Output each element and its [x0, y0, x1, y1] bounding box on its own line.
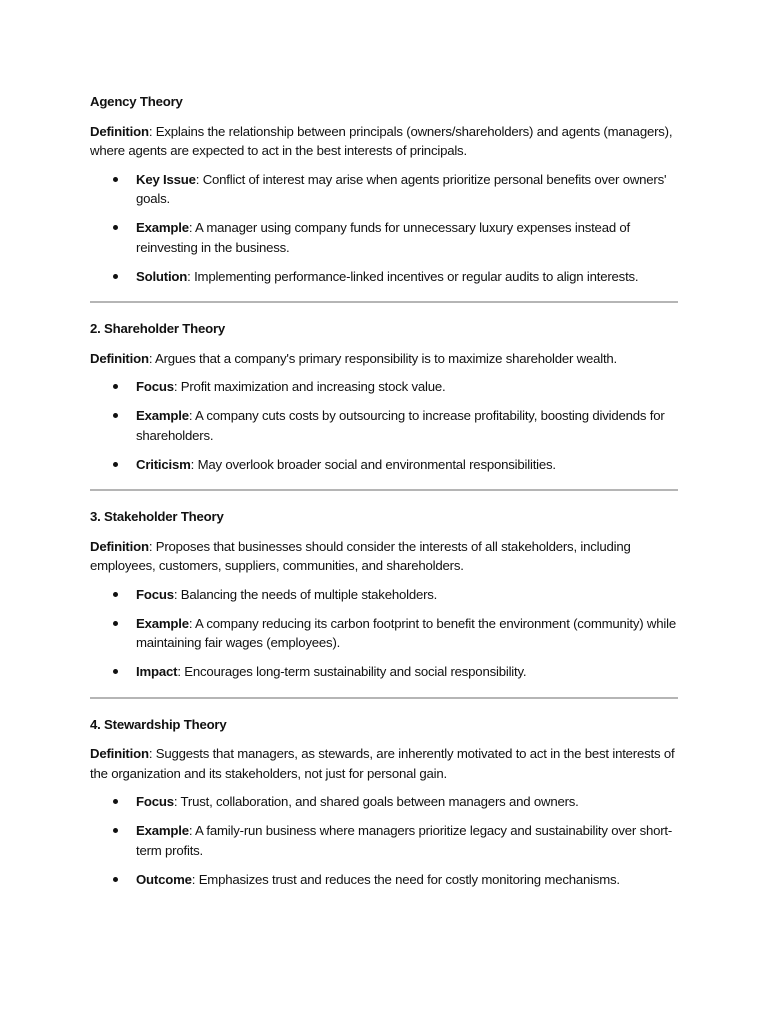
definition-paragraph [90, 537, 678, 576]
list-item [90, 218, 678, 257]
bullet-text: : Profit maximization and increasing stock value. [173, 379, 446, 394]
section-stewardship-theory [90, 715, 678, 890]
section-agency-theory [90, 92, 678, 286]
bullet-list [90, 792, 678, 889]
list-item [90, 792, 678, 812]
section-title: 4. Stewardship Theory [90, 716, 227, 732]
bullet-text: : May overlook broader social and environmental responsibilities. [190, 456, 556, 472]
bullet-icon [113, 413, 118, 418]
bullet-text: : Balancing the needs of multiple stakeholders. [173, 586, 438, 602]
bullet-text: : Implementing performance-linked incentives or regular audits to align interests. [187, 268, 639, 284]
definition-label: Definition [90, 746, 149, 761]
bullet-label: Outcome [136, 871, 192, 887]
bullet-label: Example [136, 823, 189, 838]
bullet-label: Example [136, 615, 189, 631]
list-item [90, 662, 678, 682]
bullet-label: Example [136, 408, 189, 423]
section-title: 2. Shareholder Theory [90, 321, 226, 336]
list-item [90, 455, 678, 475]
definition-paragraph [90, 349, 678, 369]
bullet-icon [113, 877, 118, 882]
list-item [90, 585, 678, 605]
section-divider [90, 697, 678, 699]
bullet-icon [113, 828, 118, 833]
bullet-icon [113, 225, 118, 230]
section-title: Agency Theory [90, 94, 183, 109]
bullet-label: Key Issue [136, 171, 196, 187]
bullet-icon [113, 799, 118, 804]
list-item [90, 614, 678, 653]
list-item [90, 406, 678, 445]
bullet-label: Example [136, 220, 189, 235]
bullet-list [90, 377, 678, 474]
bullet-label: Criticism [136, 456, 191, 472]
section-divider [90, 489, 678, 491]
bullet-icon [113, 621, 118, 626]
bullet-text: : Conflict of interest may arise when agents prioritize personal benefits over owners' goals. [136, 171, 667, 206]
section-shareholder-theory [90, 319, 678, 474]
bullet-list [90, 585, 678, 682]
list-item [90, 821, 678, 860]
bullet-icon [113, 177, 118, 182]
list-item [90, 170, 678, 209]
bullet-icon [113, 669, 118, 674]
bullet-icon [113, 384, 118, 389]
definition-paragraph [90, 744, 678, 783]
bullet-icon [113, 274, 118, 279]
definition-text: : Proposes that businesses should consider the interests of all stakeholders, including employees, customers, suppliers, communities, and shareholders. [90, 538, 631, 573]
definition-text: : Argues that a company's primary responsibility is to maximize shareholder wealth. [148, 350, 618, 366]
definition-label: Definition [90, 538, 149, 554]
bullet-text: : Trust, collaboration, and shared goals between managers and owners. [173, 794, 579, 809]
list-item [90, 870, 678, 890]
definition-label: Definition [90, 123, 149, 139]
bullet-label: Focus [136, 379, 174, 394]
section-title: 3. Stakeholder Theory [90, 509, 224, 524]
list-item [90, 267, 678, 287]
bullet-text: : A manager using company funds for unnecessary luxury expenses instead of reinvesting in the business. [136, 220, 631, 255]
section-divider [90, 301, 678, 303]
bullet-list [90, 170, 678, 287]
bullet-text: : A family-run business where managers prioritize legacy and sustainability over short-term profits. [136, 823, 673, 858]
bullet-icon [113, 462, 118, 467]
bullet-label: Impact [136, 664, 178, 679]
bullet-text: : A company cuts costs by outsourcing to increase profitability, boosting dividends for shareholders. [136, 408, 665, 443]
bullet-text: : A company reducing its carbon footprint to benefit the environment (community) while maintaining fair wages (employees). [136, 615, 676, 650]
bullet-text: : Emphasizes trust and reduces the need for costly monitoring mechanisms. [191, 871, 620, 887]
definition-label: Definition [90, 350, 149, 366]
list-item [90, 377, 678, 397]
bullet-icon [113, 592, 118, 597]
bullet-label: Focus [136, 586, 174, 602]
definition-text: : Suggests that managers, as stewards, are inherently motivated to act in the best interests of the organization and its stakeholders, not just for personal gain. [90, 746, 675, 781]
bullet-label: Focus [136, 794, 174, 809]
definition-paragraph [90, 122, 678, 161]
definition-text: : Explains the relationship between principals (owners/shareholders) and agents (managers), where agents are expected to act in the best interests of principals. [90, 123, 673, 158]
bullet-label: Solution [136, 268, 188, 284]
bullet-text: : Encourages long-term sustainability and social responsibility. [177, 664, 527, 679]
section-stakeholder-theory [90, 507, 678, 682]
